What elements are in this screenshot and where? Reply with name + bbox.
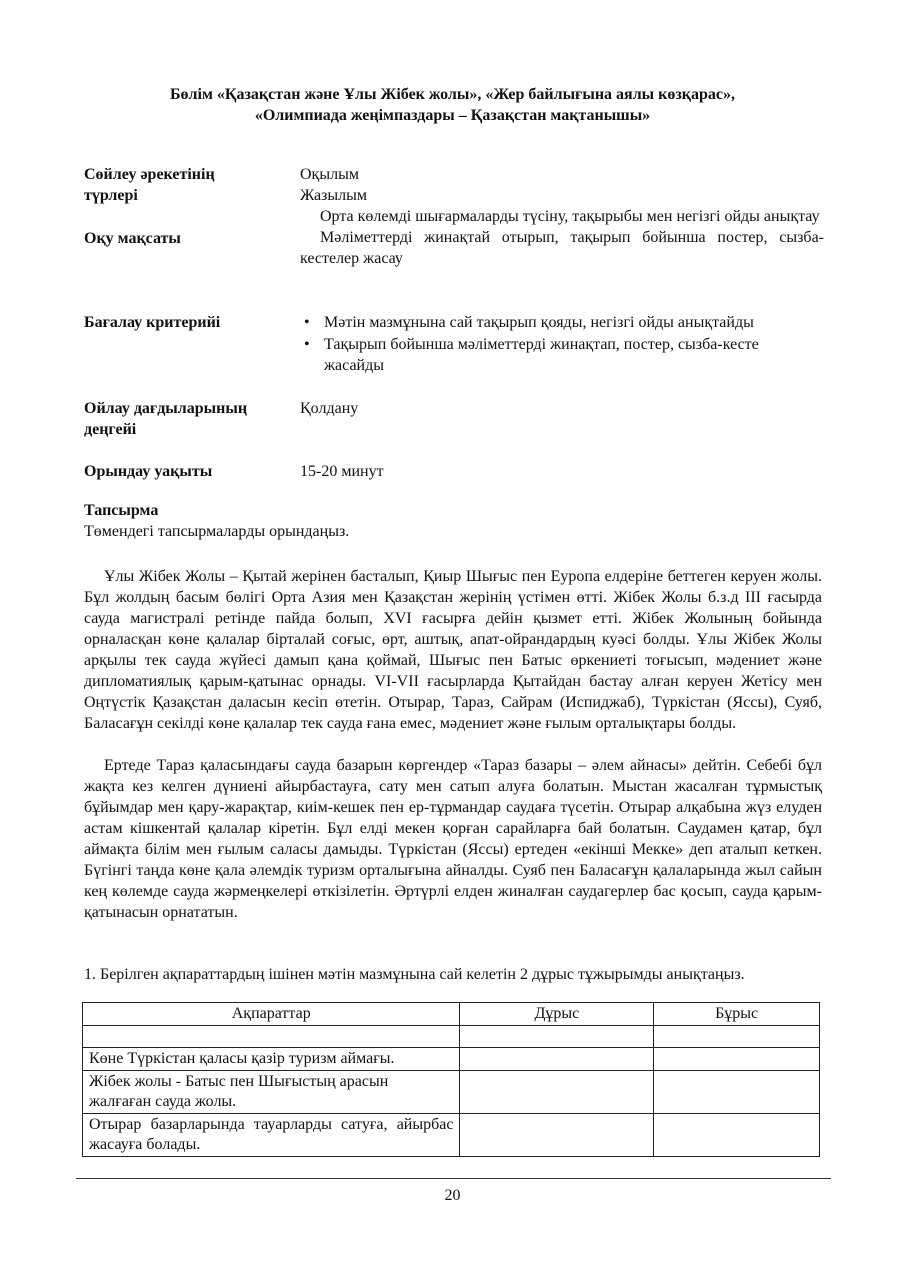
row-2-statement: Көне Түркістан қаласы қазір туризм аймағы. (83, 1048, 460, 1071)
speech-type-reading: Оқылым (300, 166, 359, 183)
title-line-2: «Олимпиада жеңімпаздары – Қазақстан мақтанышы» (254, 107, 651, 124)
row-2-correct-cell[interactable] (460, 1048, 654, 1071)
answer-table (82, 1002, 820, 1157)
text-paragraph-1: Ұлы Жібек Жолы – Қытай жерінен басталып, Қиыр Шығыс пен Еуропа елдеріне беттеген керуен жолы. Бұл жолдың басым бөлігі Орта Азия мен Қазақстан жерінің үстімен өтті. Жібек Жолы б.з.д ІІІ ғасырда сауда магистралі ретінде пайда болып, XVI ғасырға дейін қызмет етті. Жібек Жолының бойында орналасқан көне қалалар бірталай соғыс, өрт, аштық, апат-ойрандардың куәсі болды. Ұлы Жібек Жолы арқылы тек сауда жүйесі дамып қана қоймай, Шығыс пен Батыс өркениеті тоғысып, мәдениет және дипломатиялық қарым-қатынас орнады. VI-VII ғасырларда Қытайдан бастау алған керуен Жетісу мен Оңтүстік Қазақстан даласын кесіп өтетін. Отырар, Тараз, Сайрам (Испиджаб), Түркістан (Яссы), Суяб, Баласағұн секілді көне қалалар тек сауда ғана емес, мәдениет және ғылым орталықтары болды. (84, 568, 822, 732)
time-row (84, 461, 824, 483)
criteria-row (84, 312, 824, 382)
learning-goal-values (300, 206, 824, 269)
table-row (83, 1071, 820, 1114)
question-1-prompt: 1. Берілген ақпараттардың ішінен мәтін мазмұнына сай келетін 2 дұрыс тұжырымды анықтаңыз. (84, 966, 745, 983)
task-instruction: Төмендегі тапсырмаларды орындаңыз. (84, 523, 350, 540)
row-3-wrong-cell[interactable] (654, 1071, 820, 1114)
criteria-values (300, 312, 824, 377)
section-title (80, 84, 825, 126)
time-label: Орындау уақыты (84, 463, 213, 480)
speech-types-values (300, 164, 824, 206)
speech-types-label: Сөйлеу әрекетінің түрлері (84, 166, 215, 204)
text-paragraph-2: Ертеде Тараз қаласындағы сауда базарын көргендер «Тараз базары – әлем айнасы» дейтін. Себебі бұл жақта кез келген дүниені айырбастауға, сату мен сатып алуға болатын. Мыстан жасалған тұрмыстық бұйымдар мен қару-жарақтар, киім-кешек пен ер-тұрмандар саудаға түсетін. Отырар алқабына жүз елуден астам кішкентай қалалар кіретін. Бұл елді мекен қорған сарайларға бай болатын. Саудамен қатар, бұл аймақта білім мен ғылым саласы дамыды. Түркістан (Яссы) ертеден «екінші Мекке» деп аталып кеткен. Бүгінгі таңда көне қала әлемдік туризм орталығына айналды. Суяб пен Баласағұн қалаларында жыл сайын кең көлемде сауда жәрмеңкелері өткізілетін. Әртүрлі елден жиналған саудагерлер бас қосып, сауда қарым-қатынасын орнататын. (84, 757, 822, 921)
learning-goal-row (84, 206, 824, 292)
learning-goal-label: Оқу мақсаты (84, 230, 181, 247)
row-1-correct-cell[interactable] (460, 1026, 654, 1048)
row-4-correct-cell[interactable] (460, 1114, 654, 1157)
learning-goal-1: Орта көлемді шығармаларды түсіну, тақырыбы мен негізгі ойды анықтау (320, 208, 820, 225)
row-3-correct-cell[interactable] (460, 1071, 654, 1114)
header-info: Ақпараттар (83, 1003, 460, 1026)
thinking-level-row (84, 398, 824, 442)
row-1-wrong-cell[interactable] (654, 1026, 820, 1048)
row-4-wrong-cell[interactable] (654, 1114, 820, 1157)
page-number: 20 (444, 1187, 461, 1204)
footer-divider (76, 1178, 831, 1179)
title-line-1: Бөлім «Қазақстан және Ұлы Жібек жолы», «Жер байлығына аялы көзқарас», (169, 86, 736, 103)
row-1-statement (83, 1026, 460, 1048)
speech-type-writing: Жазылым (300, 187, 367, 204)
thinking-level-value: Қолдану (300, 400, 359, 417)
header-correct: Дұрыс (460, 1003, 654, 1026)
header-wrong: Бұрыс (654, 1003, 820, 1026)
learning-goal-2: Мәліметтерді жинақтай отырып, тақырып бойынша постер, сызба-кестелер жасау (300, 229, 824, 267)
row-2-wrong-cell[interactable] (654, 1048, 820, 1071)
row-3-statement: Жібек жолы - Батыс пен Шығыстың арасын жалғаған сауда жолы. (83, 1071, 460, 1114)
time-value: 15-20 минут (300, 463, 384, 480)
speech-types-row (84, 164, 824, 208)
criteria-item-2: • Тақырып бойынша мәліметтерді жинақтап, постер, сызба-кесте жасайды (300, 334, 800, 376)
criteria-item-1: • Мәтін мазмұнына сай тақырып қояды, негізгі ойды анықтайды (300, 312, 800, 333)
table-header-row (83, 1003, 820, 1026)
table-row (83, 1026, 820, 1048)
row-4-statement: Отырар базарларында тауарларды сатуға, айырбас жасауға болады. (83, 1114, 460, 1157)
table-row (83, 1048, 820, 1071)
task-heading: Тапсырма (84, 502, 159, 519)
thinking-level-label: Ойлау дағдыларының деңгейі (84, 400, 248, 438)
table-row (83, 1114, 820, 1157)
criteria-label: Бағалау критерийі (84, 314, 221, 331)
